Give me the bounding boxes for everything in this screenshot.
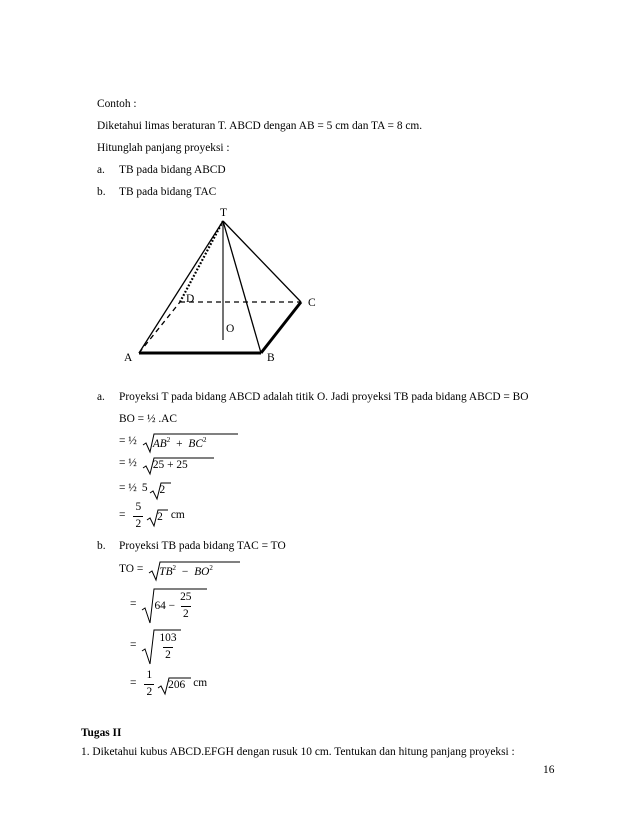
label-t: T [220,207,228,219]
numerator: 103 [159,632,177,645]
sqrt-icon [142,456,214,476]
sqrt-expression [148,560,217,580]
lhs: TO = [119,563,144,576]
sqrt-icon [141,629,181,665]
equals-sign: = [130,677,137,690]
list-item: TB pada bidang ABCD [119,164,226,176]
sqrt-expression [141,629,183,662]
radicand: 206 [168,678,186,691]
example-heading: Contoh : [97,98,137,110]
edge-ta [139,221,223,353]
radicand: 2 [157,510,163,523]
minus-sign: − [181,566,189,579]
sqrt-expression [142,432,211,452]
equals-half: = ½ [119,435,137,448]
equals-half: = ½ [119,457,137,470]
solution-a-statement: Proyeksi T pada bidang ABCD adalah titik O. Jadi proyeksi TB pada bidang ABCD = BO [119,391,529,403]
edge-td [180,221,223,302]
solution-b-step1 [119,558,217,582]
denominator: 2 [146,685,153,698]
numerator: 5 [135,500,142,513]
plus-sign: + [176,438,183,451]
task-item: 1. Diketahui kubus ABCD.EFGH dengan rusuk 10 cm. Tentukan dan hitung panjang proyeksi : [81,746,515,758]
solution-a-line1: BO = ½ .AC [119,413,178,425]
sqrt-icon [148,560,240,582]
page-number: 16 [543,764,555,776]
unit: cm [193,677,208,690]
list-item-marker: a. [97,164,105,176]
exponent: 2 [172,564,177,573]
label-c: C [308,297,316,309]
numerator: 25 [180,591,192,604]
term-tb: TB [159,566,173,579]
equals-half: = ½ [119,482,137,495]
solution-b-step2 [130,587,199,623]
equals-sign: = [119,509,126,522]
radicand: 2 [159,483,166,496]
whole-term: 64 − [154,599,176,612]
solution-b-statement: Proyeksi TB pada bidang TAC = TO [119,540,286,552]
solution-b-step4 [130,667,207,701]
solution-a-marker: a. [97,391,105,403]
solution-a-step3 [119,478,167,500]
label-o: O [226,323,235,335]
list-item-marker: b. [97,186,106,198]
edge-ad [139,302,180,353]
sqrt-expression [149,481,168,498]
fraction [144,669,154,699]
numerator: 1 [146,668,153,681]
equals-sign: = [130,598,137,611]
instruction-text: Hitunglah panjang proyeksi : [97,142,230,154]
radicand: 25 + 25 [152,458,188,471]
list-item: TB pada bidang TAC [119,186,217,198]
sqrt-icon [157,676,191,696]
denominator: 2 [182,608,189,620]
denominator: 2 [165,649,171,661]
solution-a-step2 [119,453,192,475]
exponent: 2 [166,436,171,445]
unit: cm [170,509,185,522]
edge-bc [261,302,301,353]
term-bo: BO [194,566,210,579]
solution-b-step3 [130,628,184,664]
sqrt-expression [157,676,187,693]
sqrt-icon [141,588,207,624]
term-bc: BC [188,438,203,451]
sqrt-icon [142,432,238,454]
problem-statement: Diketahui limas beraturan T. ABCD dengan AB = 5 cm dan TA = 8 cm. [97,120,423,132]
equals-sign: = [130,639,137,652]
sqrt-expression [141,588,198,621]
label-d: D [186,293,195,305]
solution-b-marker: b. [97,540,106,552]
label-a: A [124,352,133,364]
sqrt-expression [146,508,165,525]
label-b: B [267,352,275,364]
solution-a-step1 [119,430,210,454]
exponent: 2 [209,564,213,573]
term-ab: AB [152,438,167,451]
sqrt-icon [149,481,171,501]
solution-a-step4 [119,499,185,533]
pyramid-figure [0,200,638,370]
exponent: 2 [202,436,207,445]
denominator: 2 [135,517,142,530]
sqrt-icon [146,508,168,528]
fraction [133,501,143,531]
task-heading: Tugas II [81,727,122,739]
sqrt-expression [142,456,192,473]
coefficient: 5 [141,482,148,495]
